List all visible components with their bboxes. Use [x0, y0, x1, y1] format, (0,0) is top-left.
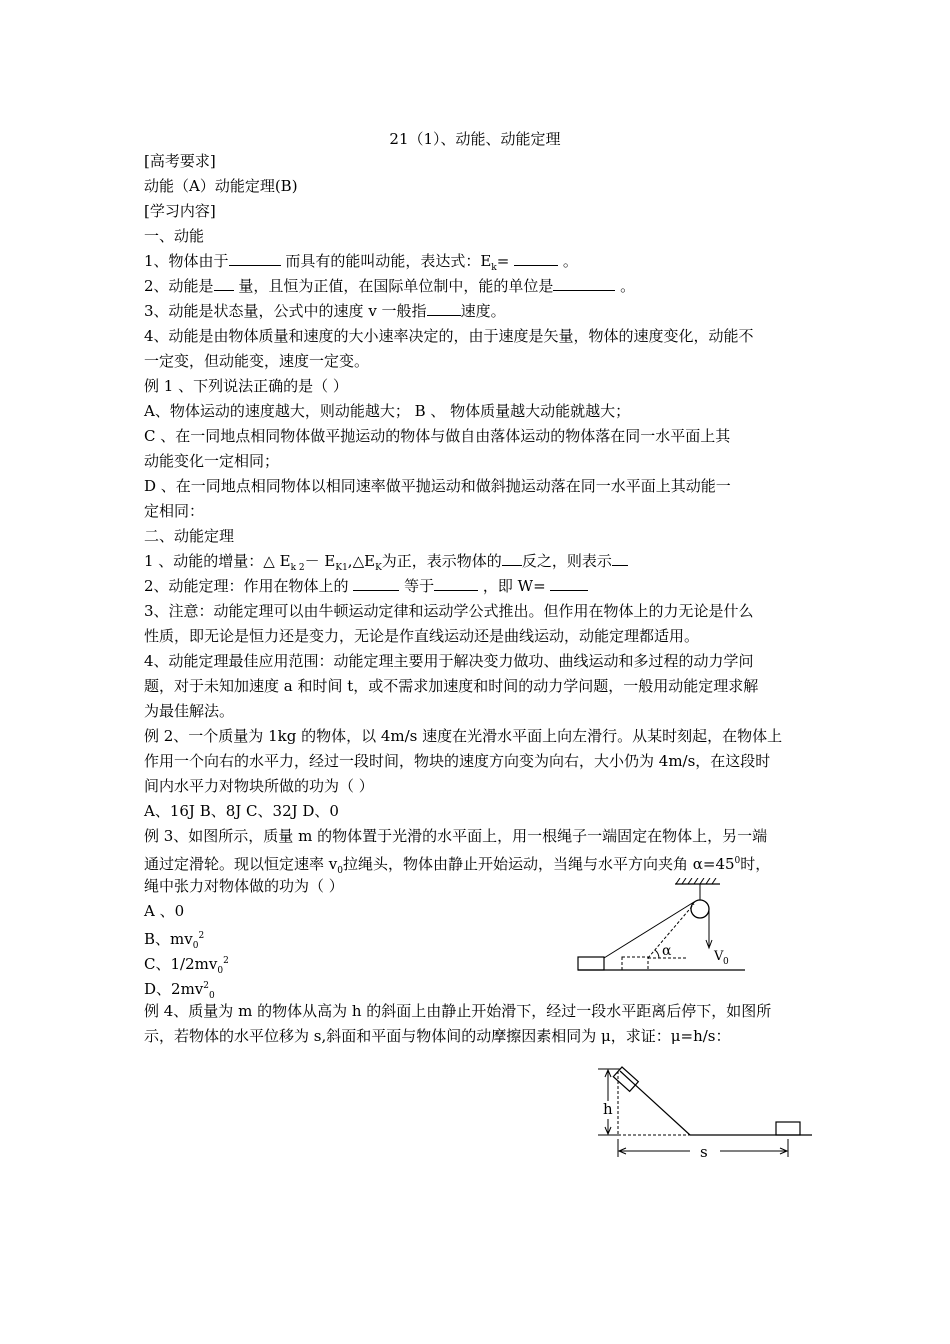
example-2-options: A、16J B、8J C、32J D、0 — [144, 802, 339, 820]
theorem-2: 2、动能定理：作用在物体上的 等于 ，即 W= — [144, 576, 588, 596]
example-1-d1: D 、在一同地点相同物体以相同速率做平抛运动和做斜抛运动落在同一水平面上其动能一 — [144, 477, 731, 495]
theorem-1: 1 、动能的增量：△ $E_{k 2}-$ $E_{K1},\triangle E_K$为正，表示物体的 反之，则表示 — [144, 551, 628, 578]
theorem-3b: 性质，即无论是恒力还是变力，无论是作直线运动还是曲线运动，动能定理都适用。 — [144, 627, 700, 645]
line-4a: 4、动能是由物体质量和速度的大小速率决定的，由于速度是矢量，物体的速度变化，动能不 — [144, 327, 754, 345]
pulley-diagram — [570, 878, 750, 978]
example-1-c1: C 、在一同地点相同物体做平抛运动的物体与做自由落体运动的物体落在同一水平面上其 — [144, 427, 731, 445]
velocity-subscript: 0 — [723, 957, 729, 967]
theorem-4a: 4、动能定理最佳应用范围：动能定理主要用于解决变力做功、曲线运动和多过程的动力学问 — [144, 652, 754, 670]
line-2: 2、动能是 量，且恒为正值，在国际单位制中，能的单位是 。 — [144, 277, 636, 295]
page-title: 21（1）、动能、动能定理 — [389, 130, 561, 148]
example-3-option-a: A 、0 — [144, 902, 185, 920]
example-3b: 通过定滑轮。现以恒定速率 $v_0$拉绳头，物体由静止开始运动，当绳与水平方向夹角 $\alpha=45^0$时， — [144, 855, 771, 876]
section-kinetic-energy: 一、动能 — [144, 227, 205, 245]
example-2b: 作用一个向右的水平力，经过一段时间，物块的速度方向变为向右，大小仍为 4m/s，在这段时 — [144, 752, 771, 770]
example-3c: 绳中张力对物体做的功为（ ） — [144, 877, 344, 895]
req-heading: [高考要求] — [144, 152, 216, 170]
theorem-4c: 为最佳解法。 — [144, 702, 235, 720]
example-1-d2: 定相同： — [144, 502, 205, 520]
block-resting — [776, 1122, 800, 1135]
example-3-option-b: B、$mv_0^2$ — [144, 930, 205, 951]
example-4a: 例 4、质量为 m 的物体从高为 h 的斜面上由静止开始滑下，经过一段水平距离后停下，如图所 — [144, 1002, 772, 1020]
incline-diagram — [590, 1053, 815, 1163]
example-1: 例 1 、下列说法正确的是（ ） — [144, 377, 348, 395]
example-1-ab: A、物体运动的速度越大，则动能越大； B 、 物体质量越大动能就越大； — [144, 402, 631, 420]
line-1: 1、物体由于 而具有的能叫动能，表达式：$E_k=$ 。 — [144, 252, 578, 273]
req-text: 动能（A）动能定理(B) — [144, 177, 298, 195]
section-theorem: 二、动能定理 — [144, 527, 235, 545]
example-1-c2: 动能变化一定相同； — [144, 452, 280, 470]
example-2a: 例 2、一个质量为 1kg 的物体，以 4m/s 速度在光滑水平面上向左滑行。从某时刻起，在物体上 — [144, 727, 783, 745]
example-2c: 间内水平力对物块所做的功为（ ） — [144, 777, 374, 795]
theorem-3a: 3、注意：动能定理可以由牛顿运动定律和运动学公式推出。但作用在物体上的力无论是什么 — [144, 602, 754, 620]
theorem-4b: 题，对于未知加速度 a 和时间 t，或不需求加速度和时间的动力学问题，一般用动能定理求解 — [144, 677, 759, 695]
example-3-option-d: D、$2mv^2_0$ — [144, 980, 215, 1001]
example-4b: 示，若物体的水平位移为 s,斜面和平面与物体间的动摩擦因素相同为 μ，求证：μ=h/s： — [144, 1027, 731, 1045]
line-3: 3、动能是状态量，公式中的速度 v 一般指 速度。 — [144, 302, 506, 320]
example-3a: 例 3、如图所示，质量 m 的物体置于光滑的水平面上，用一根绳子一端固定在物体上，另一端 — [144, 827, 768, 845]
velocity-label: V — [714, 949, 724, 964]
line-4b: 一定变，但动能变，速度一定变。 — [144, 352, 370, 370]
height-label: h — [603, 1100, 613, 1118]
distance-label: s — [700, 1143, 708, 1161]
block-on-incline — [613, 1067, 638, 1091]
example-3-option-c: C、$1/2mv_0^2$ — [144, 955, 229, 976]
learn-heading: [学习内容] — [144, 202, 216, 220]
angle-alpha-label: α — [662, 943, 672, 959]
block — [578, 957, 604, 970]
